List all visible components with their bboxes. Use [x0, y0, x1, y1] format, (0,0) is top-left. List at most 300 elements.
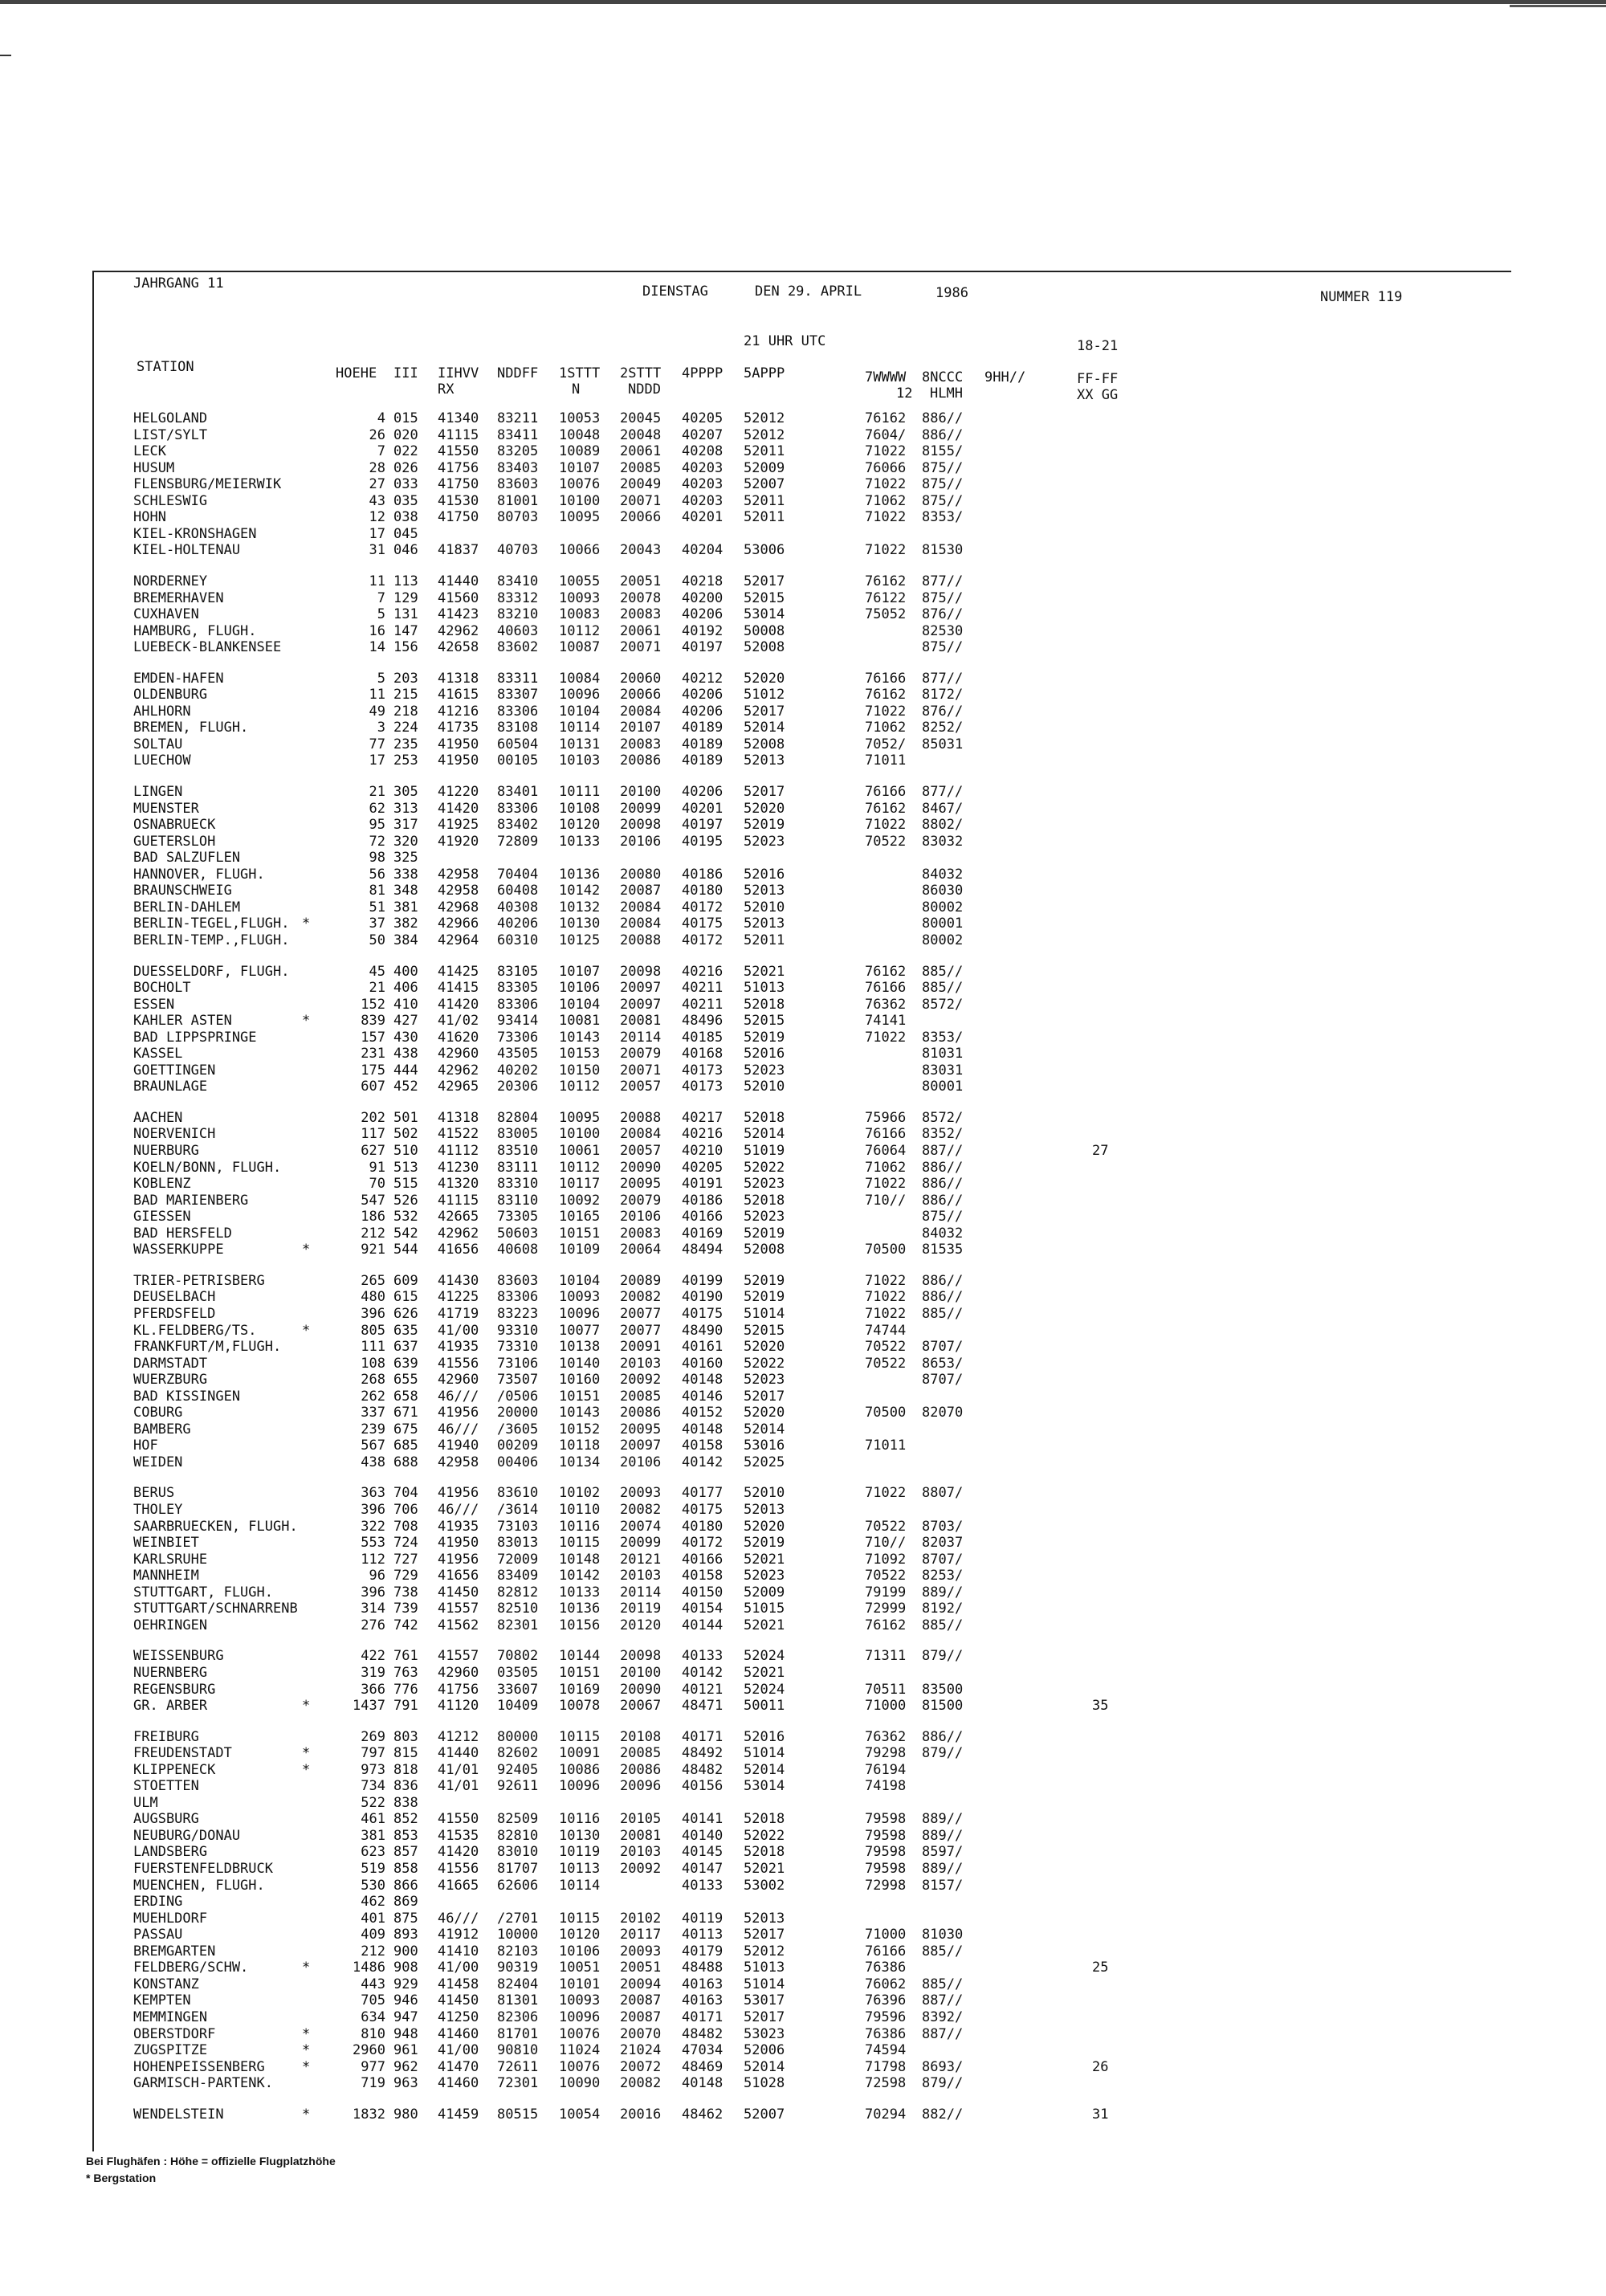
- cell-a5: 52012: [744, 426, 785, 443]
- cell-iii: 900: [393, 1943, 418, 1960]
- cell-n8: 8353/: [922, 509, 964, 526]
- cell-s1: 10083: [559, 606, 601, 622]
- cell-nddff: 60408: [497, 883, 539, 899]
- cell-n8: 885//: [922, 980, 964, 996]
- cell-w7: 76166: [865, 980, 907, 996]
- table-row: [0, 410, 1606, 427]
- cell-nddff: 93414: [497, 1013, 539, 1030]
- cell-iii: 776: [393, 1681, 418, 1698]
- cell-nddff: 83401: [497, 784, 539, 800]
- cell-s1: 10150: [559, 1062, 601, 1079]
- cell-iii: 818: [393, 1761, 418, 1778]
- cell-a5: 52019: [744, 1289, 785, 1306]
- cell-iihvv: 41/01: [438, 1761, 479, 1778]
- cell-iihvv: 41620: [438, 1029, 479, 1046]
- cell-iii: 635: [393, 1322, 418, 1339]
- cell-hoehe: 607: [361, 1079, 385, 1095]
- cell-n8: 83031: [922, 1062, 964, 1079]
- cell-s1: 10142: [559, 1568, 601, 1584]
- cell-a5: 52016: [744, 1728, 785, 1745]
- cell-station: LECK: [133, 443, 166, 460]
- cell-station: KIEL-HOLTENAU: [133, 542, 241, 559]
- cell-n8: 886//: [922, 1289, 964, 1306]
- cell-a5: 53016: [744, 1438, 785, 1454]
- cell-n8: 8707/: [922, 1372, 964, 1389]
- cell-iihvv: 42665: [438, 1209, 479, 1225]
- cell-s2: 20051: [620, 573, 662, 589]
- cell-n8: 80001: [922, 1079, 964, 1095]
- cell-s1: 10091: [559, 1745, 601, 1762]
- cell-nddff: 10000: [497, 1927, 539, 1943]
- cell-station: GOETTINGEN: [133, 1062, 216, 1079]
- cell-s2: 20103: [620, 1844, 662, 1861]
- cell-iihvv: 41430: [438, 1272, 479, 1289]
- cell-w7: 70522: [865, 1568, 907, 1584]
- cell-iihvv: 41556: [438, 1355, 479, 1372]
- cell-iihvv: 41756: [438, 459, 479, 476]
- cell-iihvv: 41530: [438, 492, 479, 509]
- cell-n8: 81031: [922, 1046, 964, 1062]
- cell-star: *: [302, 2058, 311, 2075]
- cell-iii: 948: [393, 2025, 418, 2042]
- cell-s1: 10151: [559, 1664, 601, 1681]
- cell-iii: 838: [393, 1794, 418, 1811]
- cell-nddff: 83306: [497, 800, 539, 817]
- cell-iii: 502: [393, 1126, 418, 1143]
- cell-s1: 10113: [559, 1861, 601, 1877]
- cell-s2: 20086: [620, 752, 662, 769]
- cell-w7: 79598: [865, 1861, 907, 1877]
- cell-nddff: /3614: [497, 1502, 539, 1518]
- cell-n8: 885//: [922, 1976, 964, 1992]
- cell-p4: 40185: [682, 1029, 724, 1046]
- cell-s2: 20100: [620, 1664, 662, 1681]
- table-row: [0, 1356, 1606, 1372]
- cell-a5: 52012: [744, 1943, 785, 1960]
- cell-iii: 542: [393, 1225, 418, 1242]
- cell-s2: 20106: [620, 1454, 662, 1470]
- cell-s1: 10096: [559, 2009, 601, 2025]
- cell-s2: 20077: [620, 1305, 662, 1322]
- cell-station: BAMBERG: [133, 1421, 191, 1438]
- cell-iii: 147: [393, 622, 418, 639]
- col-5appp: 5APPP: [744, 365, 785, 381]
- cell-hoehe: 108: [361, 1355, 385, 1372]
- cell-station: BERLIN-TEMP.,FLUGH.: [133, 932, 290, 948]
- cell-ff: 26: [1092, 2058, 1109, 2075]
- cell-n8: 8572/: [922, 996, 964, 1013]
- cell-star: *: [302, 1013, 311, 1030]
- cell-s1: 10140: [559, 1355, 601, 1372]
- cell-hoehe: 95: [369, 817, 385, 834]
- cell-w7: 76362: [865, 1728, 907, 1745]
- cell-s2: 20085: [620, 459, 662, 476]
- table-row: [0, 443, 1606, 460]
- cell-iihvv: 41440: [438, 1745, 479, 1762]
- cell-w7: 76166: [865, 784, 907, 800]
- cell-nddff: 83307: [497, 687, 539, 703]
- cell-n8: 8253/: [922, 1568, 964, 1584]
- cell-p4: 40173: [682, 1079, 724, 1095]
- cell-s2: 20079: [620, 1046, 662, 1062]
- cell-s1: 10160: [559, 1372, 601, 1389]
- cell-s2: 20099: [620, 800, 662, 817]
- cell-iihvv: 41460: [438, 2075, 479, 2092]
- cell-a5: 52014: [744, 1126, 785, 1143]
- cell-w7: 71022: [865, 1272, 907, 1289]
- table-row: [0, 1648, 1606, 1665]
- cell-nddff: 83603: [497, 476, 539, 493]
- cell-nddff: 73106: [497, 1355, 539, 1372]
- cell-s1: 10061: [559, 1143, 601, 1159]
- cell-iihvv: 42960: [438, 1046, 479, 1062]
- cell-p4: 40175: [682, 916, 724, 932]
- cell-s2: 20061: [620, 622, 662, 639]
- table-row: [0, 1225, 1606, 1242]
- cell-iii: 763: [393, 1664, 418, 1681]
- cell-hoehe: 366: [361, 1681, 385, 1698]
- table-row: [0, 1176, 1606, 1193]
- cell-nddff: 83108: [497, 720, 539, 736]
- cell-hoehe: 1832: [353, 2106, 385, 2123]
- cell-s2: 20016: [620, 2106, 662, 2123]
- cell-s1: 10066: [559, 542, 601, 559]
- cell-iii: 706: [393, 1502, 418, 1518]
- cell-iii: 815: [393, 1745, 418, 1762]
- cell-p4: 40146: [682, 1388, 724, 1405]
- cell-s1: 10108: [559, 800, 601, 817]
- cell-hoehe: 11: [369, 687, 385, 703]
- cell-nddff: 73305: [497, 1209, 539, 1225]
- cell-w7: 71062: [865, 492, 907, 509]
- cell-n8: 8192/: [922, 1601, 964, 1617]
- cell-nddff: 82812: [497, 1584, 539, 1601]
- cell-hoehe: 337: [361, 1405, 385, 1421]
- cell-p4: 47034: [682, 2042, 724, 2059]
- table-row: [0, 542, 1606, 559]
- cell-a5: 51028: [744, 2075, 785, 2092]
- cell-hoehe: 319: [361, 1664, 385, 1681]
- cell-iii: 253: [393, 752, 418, 769]
- cell-star: *: [302, 1745, 311, 1762]
- cell-iii: 129: [393, 589, 418, 606]
- cell-p4: 40205: [682, 1159, 724, 1176]
- cell-iihvv: 41550: [438, 443, 479, 460]
- cell-nddff: 82103: [497, 1943, 539, 1960]
- table-row: [0, 867, 1606, 883]
- cell-iihvv: 41470: [438, 2058, 479, 2075]
- cell-a5: 53023: [744, 2025, 785, 2042]
- cell-nddff: 83005: [497, 1126, 539, 1143]
- table-row: [0, 703, 1606, 720]
- cell-iii: 893: [393, 1927, 418, 1943]
- cell-p4: 40191: [682, 1176, 724, 1193]
- cell-a5: 52020: [744, 1339, 785, 1355]
- cell-iihvv: 41423: [438, 606, 479, 622]
- cell-w7: 71022: [865, 1305, 907, 1322]
- cell-station: COBURG: [133, 1405, 183, 1421]
- cell-a5: 52011: [744, 509, 785, 526]
- cell-p4: 40216: [682, 1126, 724, 1143]
- cell-n8: 887//: [922, 1143, 964, 1159]
- cell-iii: 724: [393, 1535, 418, 1552]
- table-row: [0, 1306, 1606, 1323]
- cell-a5: 51019: [744, 1143, 785, 1159]
- cell-iii: 869: [393, 1894, 418, 1911]
- cell-hoehe: 977: [361, 2058, 385, 2075]
- cell-hoehe: 7: [377, 443, 385, 460]
- col-nddff: NDDFF: [497, 365, 539, 381]
- cell-s1: 10136: [559, 866, 601, 883]
- cell-a5: 52020: [744, 1405, 785, 1421]
- cell-iii: 510: [393, 1143, 418, 1159]
- cell-w7: 70500: [865, 1405, 907, 1421]
- cell-s2: 20120: [620, 1617, 662, 1633]
- cell-s1: 10148: [559, 1551, 601, 1568]
- col-7wwww-sub: 12: [896, 385, 913, 402]
- cell-nddff: 80703: [497, 509, 539, 526]
- cell-nddff: 40206: [497, 916, 539, 932]
- cell-iii: 381: [393, 899, 418, 916]
- cell-s1: 10115: [559, 1728, 601, 1745]
- cell-n8: 877//: [922, 784, 964, 800]
- cell-nddff: 83306: [497, 703, 539, 720]
- cell-s1: 10119: [559, 1844, 601, 1861]
- cell-s1: 10143: [559, 1029, 601, 1046]
- cell-p4: 40172: [682, 899, 724, 916]
- cell-n8: 885//: [922, 1305, 964, 1322]
- observation-time: 21 UHR UTC: [744, 333, 826, 349]
- cell-s2: 20097: [620, 1438, 662, 1454]
- cell-hoehe: 705: [361, 1992, 385, 2009]
- cell-w7: 79598: [865, 1811, 907, 1828]
- table-row: [0, 1323, 1606, 1340]
- cell-a5: 50011: [744, 1698, 785, 1714]
- cell-p4: 40166: [682, 1551, 724, 1568]
- cell-iii: 038: [393, 509, 418, 526]
- cell-station: HUSUM: [133, 459, 175, 476]
- cell-s2: 20071: [620, 492, 662, 509]
- cell-hoehe: 49: [369, 703, 385, 720]
- cell-iihvv: 42964: [438, 932, 479, 948]
- cell-s1: 10095: [559, 509, 601, 526]
- cell-a5: 52018: [744, 1109, 785, 1126]
- cell-n8: 886//: [922, 410, 964, 426]
- table-row: [0, 964, 1606, 981]
- cell-s1: 10106: [559, 980, 601, 996]
- cell-station: BREMERHAVEN: [133, 589, 224, 606]
- cell-p4: 40192: [682, 622, 724, 639]
- cell-iihvv: 41410: [438, 1943, 479, 1960]
- table-row: [0, 2026, 1606, 2043]
- cell-s1: 10169: [559, 1681, 601, 1698]
- cell-s2: 20072: [620, 2058, 662, 2075]
- cell-hoehe: 28: [369, 459, 385, 476]
- cell-p4: 40166: [682, 1209, 724, 1225]
- cell-s2: 20043: [620, 542, 662, 559]
- cell-a5: 51013: [744, 1960, 785, 1976]
- cell-nddff: 82306: [497, 2009, 539, 2025]
- cell-hoehe: 98: [369, 850, 385, 867]
- cell-nddff: 83409: [497, 1568, 539, 1584]
- year: 1986: [935, 285, 968, 301]
- cell-iii: 658: [393, 1388, 418, 1405]
- cell-nddff: 93310: [497, 1322, 539, 1339]
- cell-iii: 427: [393, 1013, 418, 1030]
- cell-nddff: 40703: [497, 542, 539, 559]
- cell-iihvv: 41837: [438, 542, 479, 559]
- cell-nddff: 00406: [497, 1454, 539, 1470]
- cell-iii: 235: [393, 736, 418, 752]
- cell-s1: 10109: [559, 1242, 601, 1258]
- cell-s2: 20084: [620, 1126, 662, 1143]
- cell-hoehe: 186: [361, 1209, 385, 1225]
- cell-iihvv: 41420: [438, 1844, 479, 1861]
- cell-p4: 40211: [682, 996, 724, 1013]
- cell-hoehe: 462: [361, 1894, 385, 1911]
- cell-s1: 10130: [559, 1827, 601, 1844]
- table-row: [0, 1992, 1606, 2009]
- col-2sttt: 2STTT: [620, 365, 662, 381]
- cell-p4: 40119: [682, 1910, 724, 1927]
- cell-s2: 20084: [620, 916, 662, 932]
- cell-s1: 10093: [559, 589, 601, 606]
- cell-hoehe: 314: [361, 1601, 385, 1617]
- cell-s2: 20106: [620, 833, 662, 850]
- cell-s1: 10110: [559, 1502, 601, 1518]
- cell-p4: 40179: [682, 1943, 724, 1960]
- table-row: [0, 1861, 1606, 1878]
- cell-iii: 338: [393, 866, 418, 883]
- cell-nddff: 70802: [497, 1648, 539, 1665]
- cell-w7: 76166: [865, 670, 907, 687]
- cell-p4: 40195: [682, 833, 724, 850]
- cell-n8: 8353/: [922, 1029, 964, 1046]
- cell-iihvv: 41/00: [438, 2042, 479, 2059]
- cell-p4: 40113: [682, 1927, 724, 1943]
- cell-s2: 20061: [620, 443, 662, 460]
- cell-iihvv: 41735: [438, 720, 479, 736]
- cell-p4: 40121: [682, 1681, 724, 1698]
- cell-s2: 20082: [620, 1502, 662, 1518]
- cell-station: DUESSELDORF, FLUGH.: [133, 963, 290, 980]
- cell-iihvv: 41925: [438, 817, 479, 834]
- cell-nddff: 83310: [497, 1176, 539, 1193]
- cell-a5: 52011: [744, 492, 785, 509]
- cell-s2: 20098: [620, 1648, 662, 1665]
- cell-s2: 20074: [620, 1518, 662, 1535]
- cell-nddff: 83311: [497, 670, 539, 687]
- cell-p4: 48492: [682, 1745, 724, 1762]
- cell-n8: 879//: [922, 1648, 964, 1665]
- cell-iihvv: 46///: [438, 1421, 479, 1438]
- cell-nddff: /3605: [497, 1421, 539, 1438]
- cell-station: FLENSBURG/MEIERWIK: [133, 476, 282, 493]
- cell-ff: 27: [1092, 1143, 1109, 1159]
- cell-iii: 526: [393, 1192, 418, 1209]
- cell-s2: 20071: [620, 639, 662, 656]
- table-row: [0, 899, 1606, 916]
- table-row: [0, 509, 1606, 526]
- cell-station: OBERSTDORF: [133, 2025, 216, 2042]
- cell-p4: 40189: [682, 736, 724, 752]
- cell-iii: 033: [393, 476, 418, 493]
- cell-n8: 80002: [922, 899, 964, 916]
- cell-a5: 53017: [744, 1992, 785, 2009]
- table-row: [0, 997, 1606, 1013]
- cell-station: AHLHORN: [133, 703, 191, 720]
- cell-iii: 615: [393, 1289, 418, 1306]
- cell-station: BOCHOLT: [133, 980, 191, 996]
- cell-station: HELGOLAND: [133, 410, 208, 426]
- cell-s2: 20084: [620, 703, 662, 720]
- table-row: [0, 1927, 1606, 1943]
- cell-station: HANNOVER, FLUGH.: [133, 866, 265, 883]
- cell-s1: 10092: [559, 1192, 601, 1209]
- cell-s2: 20119: [620, 1601, 662, 1617]
- cell-n8: 886//: [922, 1272, 964, 1289]
- table-row: [0, 1110, 1606, 1127]
- cell-iihvv: 41956: [438, 1405, 479, 1421]
- cell-s2: 20060: [620, 670, 662, 687]
- cell-iihvv: 41459: [438, 2106, 479, 2123]
- table-row: [0, 1665, 1606, 1682]
- cell-s2: 20095: [620, 1421, 662, 1438]
- cell-s1: 10117: [559, 1176, 601, 1193]
- cell-a5: 52011: [744, 443, 785, 460]
- cell-iihvv: 41115: [438, 1192, 479, 1209]
- cell-iihvv: 41320: [438, 1176, 479, 1193]
- cell-s2: 20071: [620, 1062, 662, 1079]
- cell-p4: 40186: [682, 866, 724, 883]
- table-row: [0, 1405, 1606, 1421]
- table-row: [0, 784, 1606, 801]
- cell-p4: 40148: [682, 2075, 724, 2092]
- cell-s1: 10116: [559, 1518, 601, 1535]
- cell-iii: 739: [393, 1601, 418, 1617]
- cell-nddff: 83411: [497, 426, 539, 443]
- cell-hoehe: 14: [369, 639, 385, 656]
- cell-nddff: 83010: [497, 1844, 539, 1861]
- cell-s1: 10118: [559, 1438, 601, 1454]
- cell-iii: 727: [393, 1551, 418, 1568]
- cell-p4: 48482: [682, 1761, 724, 1778]
- cell-hoehe: 409: [361, 1927, 385, 1943]
- cell-iihvv: 41415: [438, 980, 479, 996]
- cell-iihvv: 42965: [438, 1079, 479, 1095]
- cell-station: LUEBECK-BLANKENSEE: [133, 639, 282, 656]
- cell-p4: 40186: [682, 1192, 724, 1209]
- cell-iii: 637: [393, 1339, 418, 1355]
- cell-iihvv: 41940: [438, 1438, 479, 1454]
- table-row: [0, 460, 1606, 477]
- table-row: [0, 1698, 1606, 1715]
- cell-iihvv: 41557: [438, 1601, 479, 1617]
- cell-n8: 82070: [922, 1405, 964, 1421]
- cell-hoehe: 27: [369, 476, 385, 493]
- cell-nddff: 83402: [497, 817, 539, 834]
- cell-w7: 71062: [865, 720, 907, 736]
- cell-iihvv: 41115: [438, 426, 479, 443]
- cell-station: SCHLESWIG: [133, 492, 208, 509]
- cell-station: FREIBURG: [133, 1728, 199, 1745]
- cell-s1: 10096: [559, 1305, 601, 1322]
- cell-station: MANNHEIM: [133, 1568, 199, 1584]
- cell-hoehe: 81: [369, 883, 385, 899]
- cell-n8: 8157/: [922, 1877, 964, 1894]
- cell-n8: 8597/: [922, 1844, 964, 1861]
- cell-n8: 8802/: [922, 817, 964, 834]
